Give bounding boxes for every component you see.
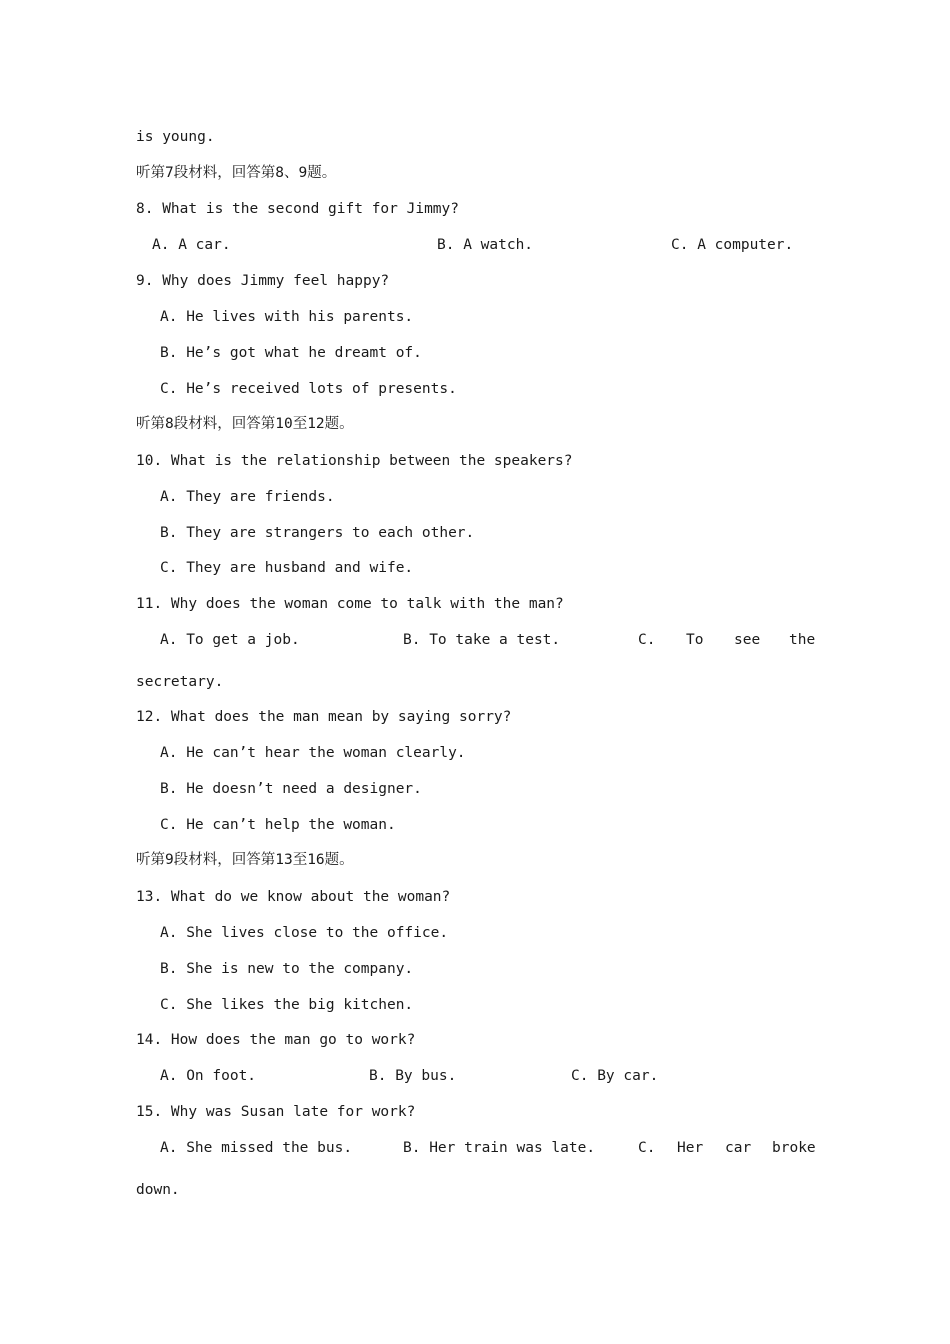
section-heading-7: 听第7段材料，回答第8、9题。 <box>136 165 337 181</box>
question-14-stem: 14. How does the man go to work? <box>136 1032 416 1048</box>
question-11-option-c-label: C. <box>638 632 656 648</box>
question-11-option-c-word: the <box>789 632 816 648</box>
question-10-option-a: A. They are friends. <box>160 489 335 505</box>
question-15-option-c-label: C. <box>638 1140 656 1156</box>
question-9-option-c: C. He’s received lots of presents. <box>160 381 457 397</box>
question-9-stem: 9. Why does Jimmy feel happy? <box>136 273 390 289</box>
section-heading-9: 听第9段材料，回答第13至16题。 <box>136 852 354 868</box>
question-15-option-b: B. Her train was late. <box>403 1140 596 1156</box>
question-10-stem: 10. What is the relationship between the speakers? <box>136 453 573 469</box>
question-12-option-a: A. He can’t hear the woman clearly. <box>160 745 466 761</box>
question-8-option-a: A. A car. <box>152 237 231 253</box>
question-13-option-c: C. She likes the big kitchen. <box>160 997 414 1013</box>
question-13-stem: 13. What do we know about the woman? <box>136 889 451 905</box>
question-15-option-c-word: car <box>725 1140 752 1156</box>
question-8-option-b: B. A watch. <box>437 237 534 253</box>
question-11-option-c-word: To <box>686 632 704 648</box>
question-10-option-b: B. They are strangers to each other. <box>160 525 475 541</box>
continuation-text: is young. <box>136 129 215 145</box>
question-11-option-c-continuation: secretary. <box>136 674 224 690</box>
question-11-option-b: B. To take a test. <box>403 632 561 648</box>
question-9-option-a: A. He lives with his parents. <box>160 309 414 325</box>
question-15-option-c-continuation: down. <box>136 1182 180 1198</box>
question-15-option-c-word: broke <box>772 1140 816 1156</box>
question-8-stem: 8. What is the second gift for Jimmy? <box>136 201 460 217</box>
question-11-option-c-word: see <box>734 632 761 648</box>
question-13-option-b: B. She is new to the company. <box>160 961 414 977</box>
question-12-option-c: C. He can’t help the woman. <box>160 817 396 833</box>
question-15-stem: 15. Why was Susan late for work? <box>136 1104 416 1120</box>
question-11-stem: 11. Why does the woman come to talk with the man? <box>136 596 564 612</box>
question-12-stem: 12. What does the man mean by saying sorry? <box>136 709 512 725</box>
question-12-option-b: B. He doesn’t need a designer. <box>160 781 422 797</box>
question-10-option-c: C. They are husband and wife. <box>160 560 414 576</box>
question-14-option-c: C. By car. <box>571 1068 659 1084</box>
question-14-option-b: B. By bus. <box>369 1068 457 1084</box>
question-14-option-a: A. On foot. <box>160 1068 257 1084</box>
question-15-option-c-word: Her <box>677 1140 704 1156</box>
question-8-option-c: C. A computer. <box>671 237 794 253</box>
question-15-option-a: A. She missed the bus. <box>160 1140 353 1156</box>
question-13-option-a: A. She lives close to the office. <box>160 925 449 941</box>
question-9-option-b: B. He’s got what he dreamt of. <box>160 345 422 361</box>
section-heading-8: 听第8段材料，回答第10至12题。 <box>136 416 354 432</box>
question-11-option-a: A. To get a job. <box>160 632 300 648</box>
